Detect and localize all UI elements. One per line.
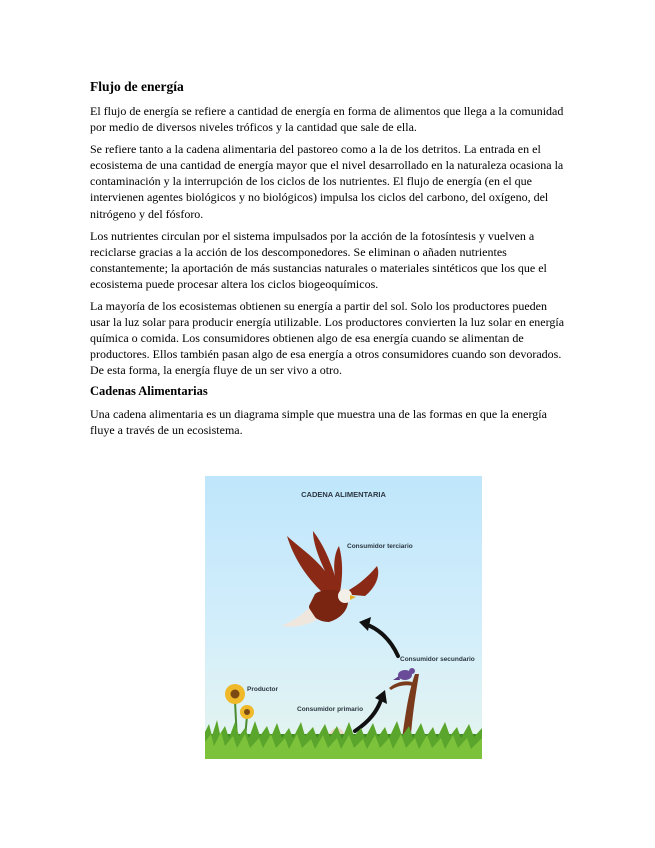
figure-title: CADENA ALIMENTARIA [301,490,386,499]
arrow-icon [259,624,398,745]
paragraph-2: Se refiere tanto a la cadena alimentaria del pastoreo como a la de los detritos. La entrada en el ecosistema de una cantidad de energía mayor que el nivel desarrollado en la naturaleza ocasiona la contaminación y la interrupción de los ciclos de los nutrientes. El flujo de energía (en el que intervienen agentes biológicos y no biológicos) impulsa los ciclos del carbono, del oxígeno, del nitrógeno y del fósforo. [90,142,564,221]
section-heading-food-chains: Cadenas Alimentarias [90,383,208,398]
label-tertiary-consumer: Consumidor terciario [347,543,413,550]
section-heading-energy-flow: Flujo de energía [90,79,184,94]
food-chain-illustration [205,476,482,759]
label-primary-consumer: Consumidor primario [297,706,364,713]
label-secondary-consumer: Consumidor secundario [400,656,475,663]
label-producer: Productor [247,686,279,693]
paragraph-3: Los nutrientes circulan por el sistema impulsados por la acción de la fotosíntesis y vuelven a reciclarse gracias a la acción de los descomponedores. Se eliminan o añaden nutrientes constantemente; la aportación de más sustancias naturales o materiales sintéticos que los que el ecosistema puede procesar altera los ciclos biogeoquímicos. [90,228,547,291]
food-chain-figure [205,476,482,759]
paragraph-4: La mayoría de los ecosistemas obtienen su energía a partir del sol. Solo los productores pueden usar la luz solar para producir energía utilizable. Los productores convierten la luz solar en energía química o comida. Los consumidores obtienen algo de esa energía cuando se alimentan de productores. Ellos también pasan algo de esa energía a otros consumidores cuando son devorados. De esta forma, la energía fluye de un ser vivo a otro. [90,299,565,378]
document-page [90,78,568,444]
paragraph-5: Una cadena alimentaria es un diagrama simple que muestra una de las formas en que la energía fluye a través de un ecosistema. [90,406,547,437]
small-bird-icon [393,668,415,680]
paragraph-1: El flujo de energía se refiere a cantidad de energía en forma de alimentos que llega a la comunidad por medio de diversos niveles tróficos y la cantidad que sale de ella. [90,104,564,135]
